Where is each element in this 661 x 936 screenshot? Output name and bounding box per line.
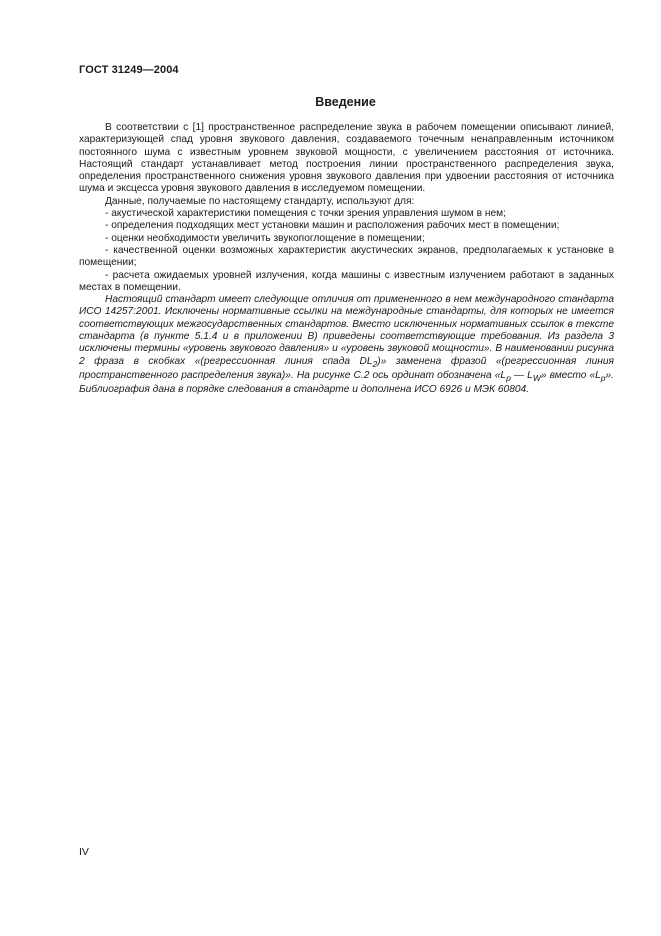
subscript: W [532, 373, 541, 383]
text-segment: Настоящий стандарт имеет следующие отличия от примененного в нем международного стандарта ИСО 14257:2001. Исключены нормативные ссылки на международные стандарты, для которых не имеется соответствующих межгосударственных стандартов. Вместо исключенных нормативных ссылок в тексте стандарта (в пункте 5.1.4 и в приложении В) приведены соответствующие требования. Из раздела 3 исключены термины «уровень звукового давления» и «уровень звуковой мощности». В наименовании рисунка 2 фраза в скобках «(регрессионная линия спада DL [79, 294, 614, 367]
list-item: - качественной оценки возможных характеристик акустических экранов, предполагаемых к установке в помещении; [79, 244, 614, 269]
list-item: - акустической характеристики помещения с точки зрения управления шумом в нем; [105, 208, 507, 220]
text-segment: » вместо «L [540, 369, 601, 381]
introduction-body [79, 122, 614, 397]
document-code: ГОСТ 31249—2004 [79, 64, 179, 76]
text-segment: — L [510, 369, 533, 381]
paragraph-differences [79, 294, 614, 396]
paragraph-uses: Данные, получаемые по настоящему стандарту, используют для: [105, 195, 415, 207]
paragraph-intro: В соответствии с [1] пространственное распределение звука в рабочем помещении описывают линией, характеризующей спад уровня звукового давления, создаваемого точечным ненаправленным источником постоянного шума с известным уровнем звуковой мощности, с увеличением расстояния от источника. Настоящий стандарт устанавливает метод построения линии пространственного распределения звука, определения пространственного снижения уровня звукового давления при удвоении расстояния от источника шума и эксцесса уровня звукового давления в исследуемом помещении. [79, 122, 614, 195]
list-item: - определения подходящих мест установки машин и расположения рабочих мест в помещении; [105, 220, 560, 232]
section-title: Введение [315, 95, 376, 109]
list-item: - расчета ожидаемых уровней излучения, когда машины с известным излучением работают в заданных местах в помещении. [79, 269, 614, 293]
text-segment: )» заменена фразой «(регрессионная линия пространственного распределения звука)». На рисунке С.2 ось ординат обозначена «L [79, 355, 614, 381]
subscript: 2 [372, 358, 378, 369]
subscript: p [506, 373, 511, 383]
list-item: - оценки необходимости увеличить звукопоглощение в помещении; [105, 232, 425, 244]
subscript: p [600, 373, 606, 383]
text-segment: ». Библиография дана в порядке следования в стандарте и дополнена ИСО 6926 и МЭК 60804. [79, 369, 615, 396]
page-number: IV [79, 846, 89, 858]
